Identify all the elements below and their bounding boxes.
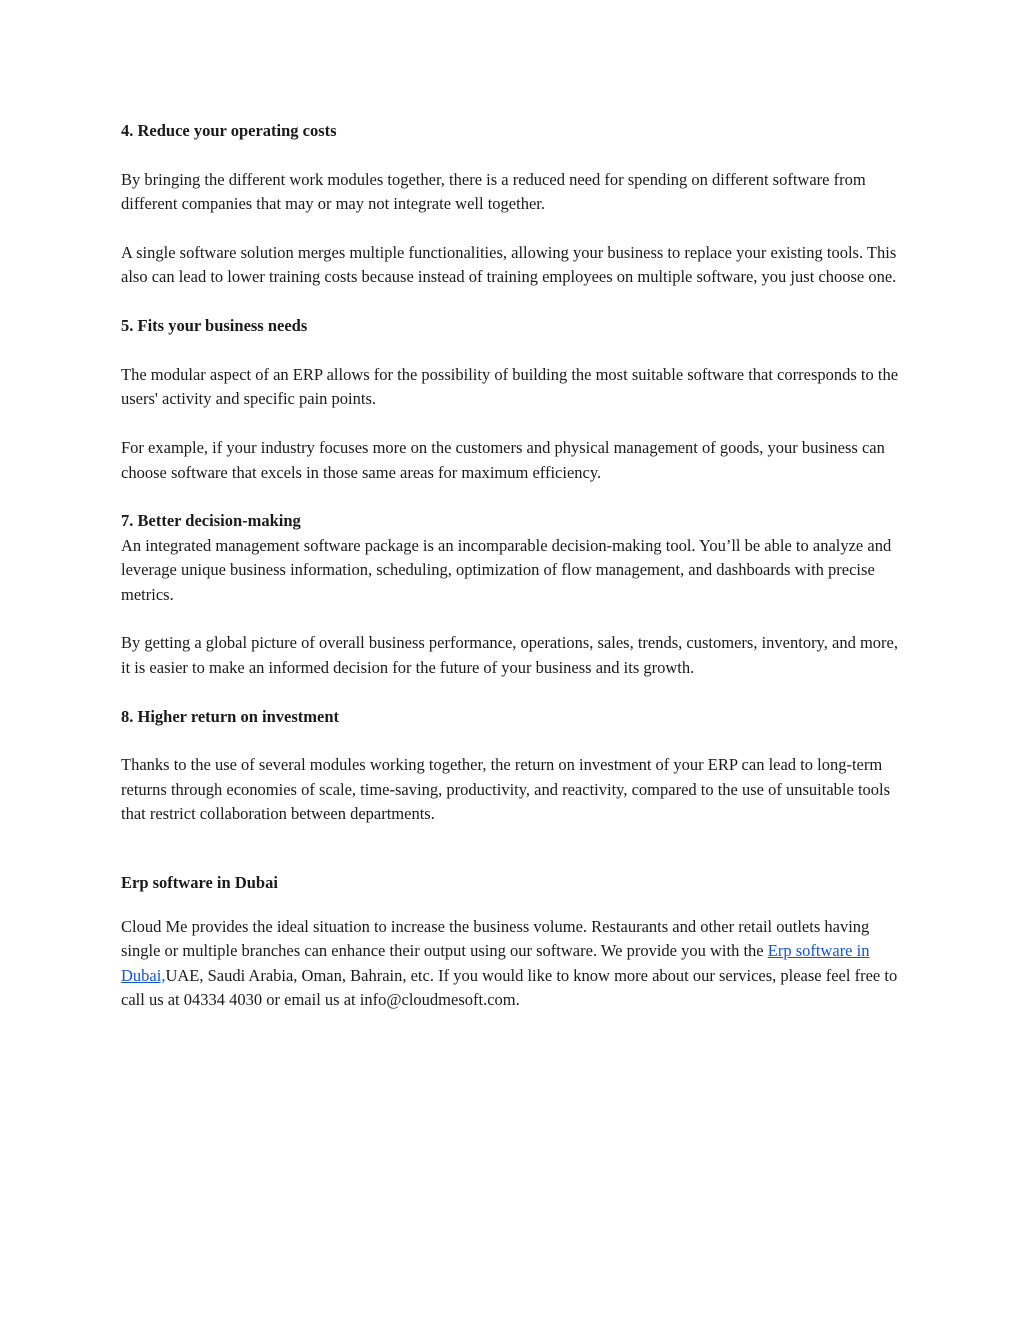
paragraph-text-after-link: UAE, Saudi Arabia, Oman, Bahrain, etc. If you would like to know more about our services, please feel free to call us at 04334 4030 or email us at info@cloudmesoft.com. [121, 965, 898, 1010]
paragraph: By bringing the different work modules together, there is a reduced need for spending on different software from different companies that may or may not integrate well together. [121, 169, 866, 214]
paragraph: A single software solution merges multiple functionalities, allowing your business to replace your existing tools. This also can lead to lower training costs because instead of training employees on multiple software, you just choose one. [121, 243, 897, 287]
paragraph-text-before-link: Cloud Me provides the ideal situation to increase the business volume. Restaurants and other retail outlets having single or multiple branches can enhance their output using our software. We provide you with the [121, 917, 870, 961]
heading-fits-business-needs: 5. Fits your business needs [121, 316, 308, 336]
heading-higher-roi: 8. Higher return on investment [121, 706, 340, 726]
paragraph: For example, if your industry focuses more on the customers and physical management of goods, your business can choose software that excels in those same areas for maximum efficiency. [121, 438, 885, 482]
erp-software-dubai-link[interactable]: Erp software in Dubai, [121, 941, 870, 985]
heading-reduce-operating-costs: 4. Reduce your operating costs [121, 121, 337, 140]
paragraph: An integrated management software package is an incomparable decision-making tool. You’ll be able to analyze and leverage unique business information, scheduling, optimization of flow management, and dashboards with precise metrics. [121, 535, 892, 604]
heading-better-decision-making: 7. Better decision-making [121, 511, 301, 531]
document-page [121, 119, 911, 1013]
paragraph: Thanks to the use of several modules working together, the return on investment of your ERP can lead to long-term returns through economies of scale, time-saving, productivity, and reactivity, compared to the use of unsuitable tools that restrict collaboration between departments. [121, 755, 891, 824]
paragraph-dubai [121, 915, 911, 1013]
paragraph: The modular aspect of an ERP allows for the possibility of building the most suitable software that corresponds to the users' activity and specific pain points. [121, 365, 899, 409]
heading-erp-software-dubai: Erp software in Dubai [121, 872, 278, 892]
paragraph: By getting a global picture of overall business performance, operations, sales, trends, customers, inventory, and more, it is easier to make an informed decision for the future of your business and its growth. [121, 633, 898, 677]
